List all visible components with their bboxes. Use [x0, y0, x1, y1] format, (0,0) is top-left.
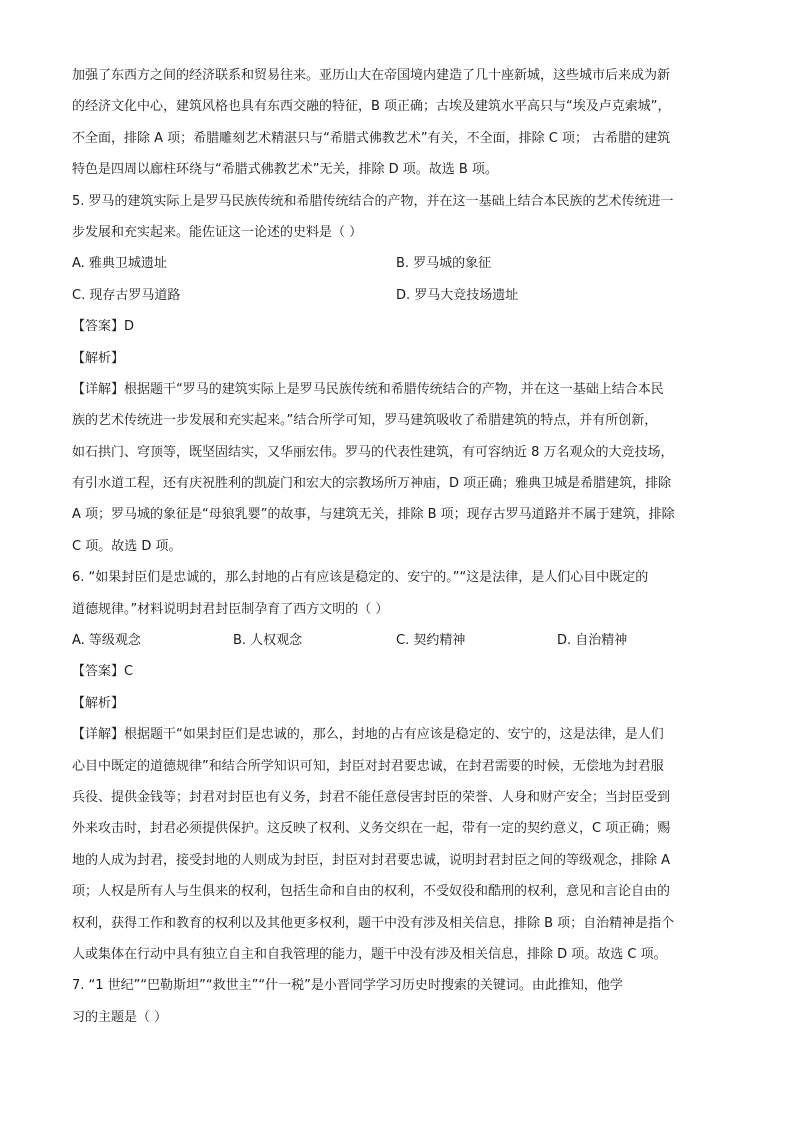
- text-content: 项；人权是所有人与生俱来的权利，包括生命和自由的权利，不受奴役和酷刑的权利，意见和言论自由的: [72, 884, 671, 900]
- detail-line: [72, 468, 722, 499]
- text-content: 地的人成为封君，接受封地的人则成为封臣，封臣对封君要忠诚，说明封君封臣之间的等级观念，排除 A: [72, 852, 671, 868]
- text-content: C 项。故选 D 项。: [72, 538, 182, 554]
- intro-paragraph: [72, 60, 722, 186]
- text-content: 【详解】根据题干“罗马的建筑实际上是罗马民族传统和希腊传统结合的产物，并在这一基础上结合本民: [72, 381, 664, 397]
- text-content: 步发展和充实起来。能佐证这一论述的史料是（ ）: [72, 224, 363, 240]
- text-content: 心目中既定的道德规律”和结合所学知识可知，封臣对封君要忠诚，在封君需要的时候，无偿地为封君服: [72, 758, 664, 774]
- text-content: 外来攻击时，封君必须提供保护。这反映了权利、义务交织在一起，带有一定的契约意义，C 项正确；赐: [72, 821, 671, 837]
- answer-text: 【答案】C: [72, 664, 134, 680]
- detail-line: [72, 437, 722, 468]
- options-row: [72, 248, 722, 279]
- text-content: 人或集体在行动中具有独立自主和自我管理的能力，题干中没有涉及相关信息，排除 D 项。故选 C 项。: [72, 946, 667, 962]
- option-d: D. 罗马大竞技场遗址: [396, 287, 519, 303]
- question-stem-line: [72, 562, 722, 593]
- option-c: C. 现存古罗马道路: [72, 287, 181, 303]
- detail-line: [72, 719, 722, 750]
- question-7: [72, 970, 722, 1033]
- detail-line: [72, 939, 722, 970]
- text-content: 特色是四周以廊柱环绕与“希腊式佛教艺术”无关，排除 D 项。故选 B 项。: [72, 162, 498, 178]
- question-5: [72, 186, 722, 563]
- text-line: [72, 123, 722, 154]
- detail-line: [72, 845, 722, 876]
- question-stem-line: [72, 1002, 722, 1033]
- option-b: B. 人权观念: [233, 633, 303, 649]
- text-content: 加强了东西方之间的经济联系和贸易往来。亚历山大在帝国境内建造了几十座新城，这些城市后来成为新: [72, 68, 671, 83]
- text-content: 5. 罗马的建筑实际上是罗马民族传统和希腊传统结合的产物，并在这一基础上结合本民族的艺术传统进一: [72, 193, 674, 209]
- text-content: 道德规律。”材料说明封君封臣制孕育了西方文明的（ ）: [72, 601, 389, 617]
- option-c: C. 契约精神: [396, 633, 466, 649]
- text-content: 【详解】根据题干“如果封臣们是忠诚的，那么，封地的占有应该是稳定的、安宁的，这是法律，是人们: [72, 727, 664, 743]
- text-line: [72, 91, 722, 122]
- option-a: A. 雅典卫城遗址: [72, 256, 167, 272]
- answer-line: [72, 656, 722, 687]
- detail-line: [72, 499, 722, 530]
- answer-text: 【答案】D: [72, 319, 135, 335]
- detail-line: [72, 782, 722, 813]
- analysis-label-text: 【解析】: [72, 350, 125, 366]
- options-row: [72, 280, 722, 311]
- option-b: B. 罗马城的象征: [396, 256, 492, 272]
- text-content: 兵役、提供金钱等；封君对封臣也有义务，封君不能任意侵害封臣的荣誉、人身和财产安全；当封臣受到: [72, 789, 671, 805]
- analysis-label: [72, 688, 722, 719]
- text-content: A 项；罗马城的象征是“母狼乳婴”的故事，与建筑无关，排除 B 项；现存古罗马道路并不属于建筑，排除: [72, 507, 675, 523]
- text-content: 习的主题是（ ）: [72, 1009, 168, 1025]
- text-content: 不全面，排除 A 项；希腊雕刻艺术精湛只与“希腊式佛教艺术”有关，不全面，排除 C 项； 古希腊的建筑: [72, 130, 671, 146]
- detail-line: [72, 813, 722, 844]
- question-stem-line: [72, 594, 722, 625]
- text-content: 6. “如果封臣们是忠诚的，那么封地的占有应该是稳定的、安宁的。”“这是法律，是人们心目中既定的: [72, 570, 649, 586]
- analysis-label-text: 【解析】: [72, 695, 125, 711]
- text-content: 权利，获得工作和教育的权利以及其他更多权利，题干中没有涉及相关信息，排除 B 项；自治精神是指个: [72, 915, 675, 931]
- question-stem-line: [72, 217, 722, 248]
- question-stem-line: [72, 970, 722, 1001]
- option-d: D. 自治精神: [557, 633, 628, 649]
- text-content: 族的艺术传统进一步发展和充实起来。”结合所学可知，罗马建筑吸收了希腊建筑的特点，并有所创新，: [72, 413, 658, 429]
- detail-line: [72, 374, 722, 405]
- question-stem-line: [72, 186, 722, 217]
- analysis-label: [72, 343, 722, 374]
- text-line: [72, 60, 722, 91]
- text-content: 如石拱门、穹顶等，既坚固结实，又华丽宏伟。罗马的代表性建筑，有可容纳近 8 万名观众的大竞技场，: [72, 444, 674, 460]
- text-content: 的经济文化中心，建筑风格也具有东西交融的特征，B 项正确；古埃及建筑水平高只与“埃及卢克索城”，: [72, 99, 671, 115]
- text-line: [72, 154, 722, 185]
- text-content: 7. “1 世纪”“巴勒斯坦”“救世主”“什一税”是小晋同学学习历史时搜索的关键词。由此推知，他学: [72, 978, 623, 994]
- text-content: 有引水道工程，还有庆祝胜利的凯旋门和宏大的宗教场所万神庙，D 项正确；雅典卫城是希腊建筑，排除: [72, 476, 672, 492]
- options-row: [72, 625, 722, 656]
- detail-line: [72, 908, 722, 939]
- question-6: [72, 562, 722, 970]
- detail-line: [72, 751, 722, 782]
- option-a: A. 等级观念: [72, 633, 141, 649]
- detail-line: [72, 531, 722, 562]
- document-page: [72, 60, 722, 1033]
- answer-line: [72, 311, 722, 342]
- detail-line: [72, 405, 722, 436]
- detail-line: [72, 876, 722, 907]
